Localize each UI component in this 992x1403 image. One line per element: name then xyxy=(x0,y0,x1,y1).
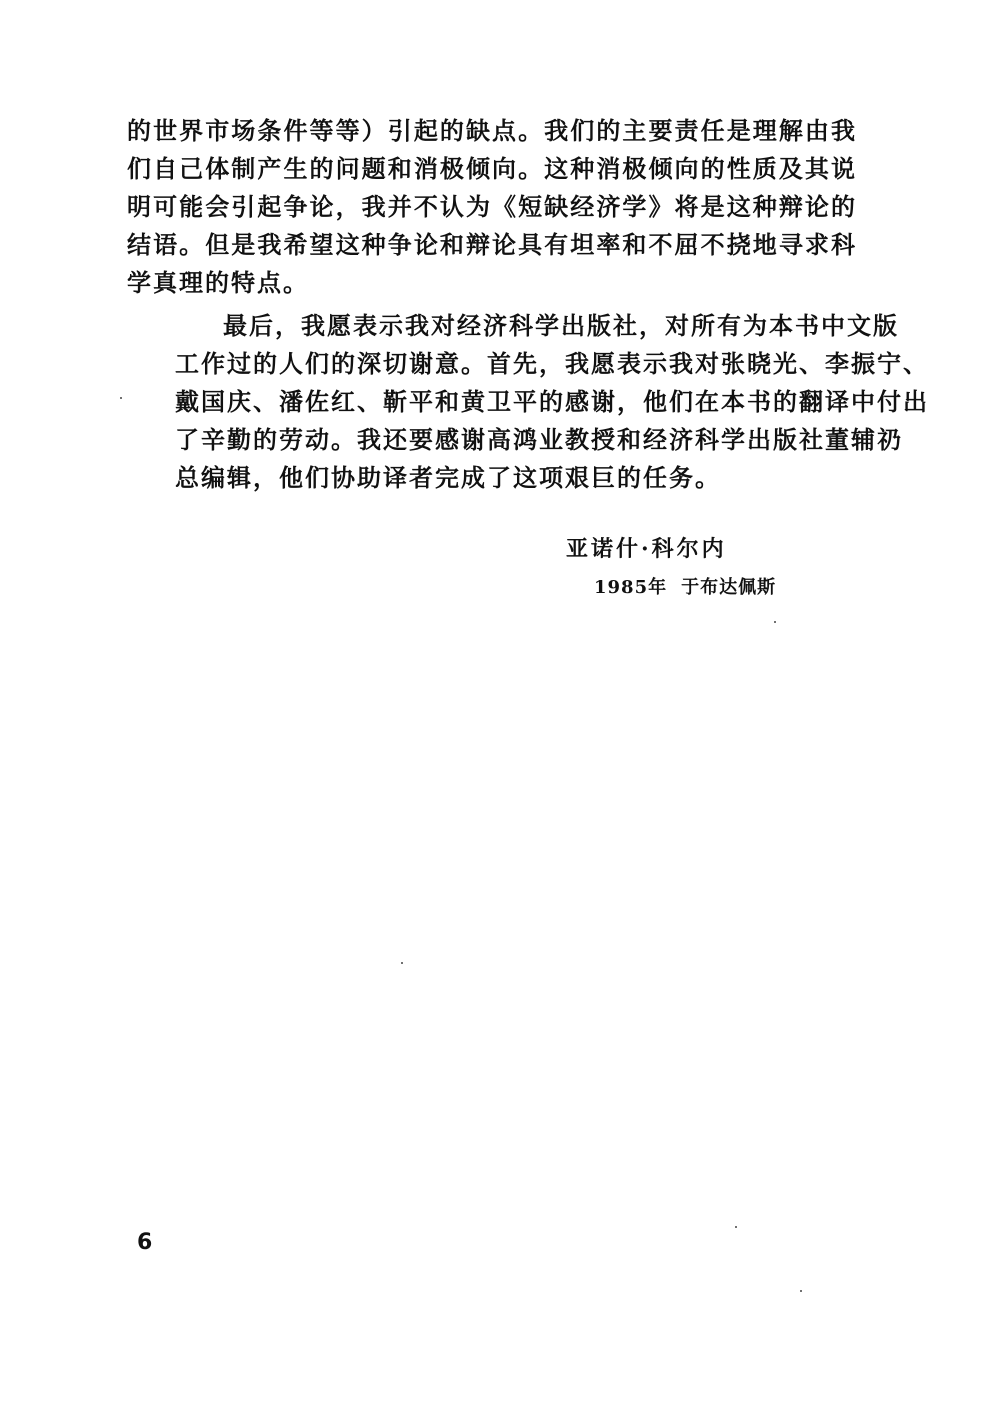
paragraph-1 xyxy=(127,112,857,302)
paragraph-2 xyxy=(127,307,929,497)
scan-speck xyxy=(120,397,122,399)
signature-date-place xyxy=(594,573,776,599)
paragraph-line: 戴国庆、潘佐红、靳平和黄卫平的感谢，他们在本书的翻译中付出 xyxy=(175,387,929,416)
scan-speck xyxy=(800,1290,802,1292)
signature-place: 于布达佩斯 xyxy=(681,577,777,598)
scan-speck xyxy=(774,621,776,623)
paragraph-line: 学真理的特点。 xyxy=(127,268,309,297)
signature-year: 1985年 xyxy=(594,577,668,598)
page-number: 6 xyxy=(137,1230,153,1255)
paragraph-line: 结语。但是我希望这种争论和辩论具有坦率和不屈不挠地寻求科 xyxy=(127,230,857,259)
paragraph-line: 最后，我愿表示我对经济科学出版社，对所有为本书中文版 xyxy=(223,311,899,340)
scan-speck xyxy=(401,962,403,964)
paragraph-line: 工作过的人们的深切谢意。首先，我愿表示我对张晓光、李振宁、 xyxy=(175,349,929,378)
paragraph-line: 明可能会引起争论，我并不认为《短缺经济学》将是这种辩论的 xyxy=(127,192,857,221)
paragraph-line: 了辛勤的劳动。我还要感谢高鸿业教授和经济科学出版社董辅礽 xyxy=(175,425,903,454)
paragraph-line: 总编辑，他们协助译者完成了这项艰巨的任务。 xyxy=(175,463,721,492)
signature-author: 亚诺什·科尔内 xyxy=(566,536,727,562)
scan-speck xyxy=(735,1226,737,1228)
paragraph-line: 的世界市场条件等等）引起的缺点。我们的主要责任是理解由我 xyxy=(127,116,857,145)
paragraph-line: 们自己体制产生的问题和消极倾向。这种消极倾向的性质及其说 xyxy=(127,154,857,183)
